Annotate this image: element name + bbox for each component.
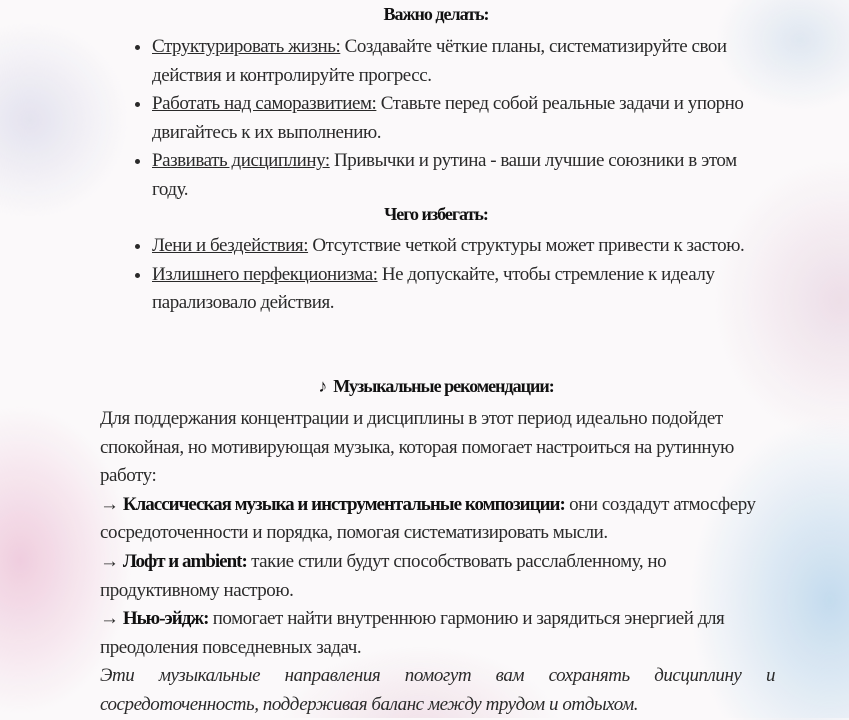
music-heading	[0, 376, 849, 397]
music-item	[100, 548, 775, 605]
list-item	[152, 232, 752, 261]
music-note-icon: ♪	[318, 376, 327, 396]
item-text: такие стили будут способствовать расслабленному, но продуктивному настрою.	[100, 550, 667, 601]
item-text: они создадут атмосферу сосредоточенности и порядка, помогая систематизировать мысли.	[100, 493, 756, 544]
arrow-icon: →	[100, 550, 123, 572]
item-term: Лофт и ambient:	[122, 550, 247, 572]
item-term: Лени и бездействия:	[152, 235, 309, 256]
item-text: помогает найти внутреннюю гармонию и зарядиться энергией для преодоления повседневных задач.	[100, 608, 725, 658]
music-item	[100, 491, 775, 548]
music-body	[100, 405, 775, 720]
item-term: Нью-эйдж:	[122, 608, 209, 630]
music-item	[100, 605, 775, 662]
arrow-icon: →	[100, 608, 123, 630]
item-term: Структурировать жизнь:	[152, 36, 341, 57]
item-term: Развивать дисциплину:	[152, 150, 330, 172]
list-item	[152, 147, 772, 204]
item-text: Создавайте чёткие планы, систематизируйте свои действия и контролируйте прогресс.	[152, 36, 727, 86]
arrow-icon: →	[100, 493, 123, 515]
do-list	[130, 33, 772, 205]
avoid-list	[130, 232, 752, 318]
item-term: Излишнего перфекционизма:	[152, 263, 378, 285]
list-item	[152, 90, 772, 147]
item-term: Работать над саморазвитием:	[152, 93, 377, 115]
music-outro: Эти музыкальные направления помогут вам сохранять дисциплину и сосредоточенность, поддерживая баланс между трудом и отдыхом.	[100, 665, 775, 715]
music-intro: Для поддержания концентрации и дисциплины в этот период идеально подойдет спокойная, но мотивирующая музыка, которая помогает настроиться на рутинную работу:	[100, 408, 734, 487]
item-text: Отсутствие четкой структуры может привести к застою.	[308, 235, 745, 256]
list-item	[152, 33, 772, 90]
list-item	[152, 261, 752, 318]
music-heading-text: Музыкальные рекомендации:	[333, 376, 554, 396]
avoid-heading: Чего избегать:	[384, 204, 488, 224]
item-text: Привычки и рутина - ваши лучшие союзники в этом году.	[152, 150, 737, 200]
do-heading: Важно делать:	[383, 4, 489, 24]
item-term: Классическая музыка и инструментальные композиции:	[122, 493, 565, 515]
item-text: Не допускайте, чтобы стремление к идеалу парализовало действия.	[152, 263, 715, 314]
item-text: Ставьте перед собой реальные задачи и упорно двигайтесь к их выполнению.	[152, 93, 744, 143]
